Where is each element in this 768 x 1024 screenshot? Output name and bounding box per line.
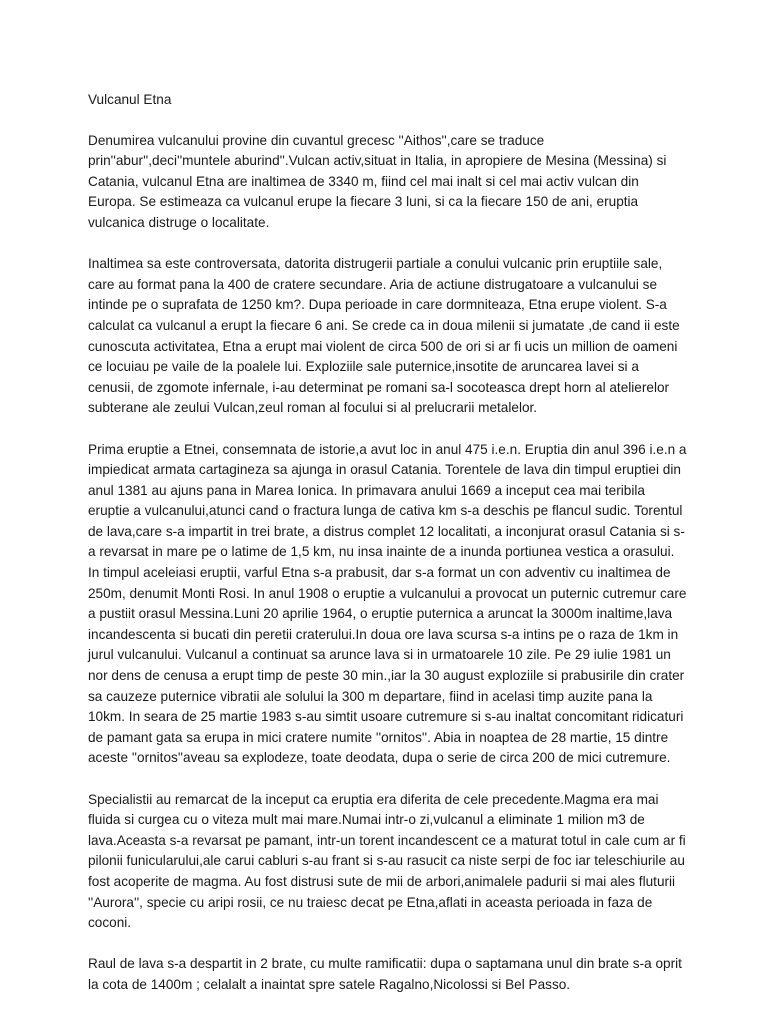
paragraph-height-history: Inaltimea sa este controversata, datorita distrugerii partiale a conului vulcanic prin eruptiile sale, care au format pana la 400 de cratere secundare. Aria de actiune distrugatoare a vulcanului se intinde pe o suprafata de 1250 km?. Dupa perioade in care dormniteaza, Etna erupe violent. S-a calculat ca vulcanul a erupt la fiecare 6 ani. Se crede ca in doua milenii si jumatate ,de cand ii este cunoscuta activitatea, Etna a erupt mai violent de circa 500 de ori si ar fi ucis un million de oameni ce locuiau pe vaile de la poalele lui. Exploziile sale puternice,insotite de aruncarea lavei si a cenusii, de zgomote infernale, i-au determinat pe romani sa-l socoteasca drept horn al atelierelor subterane ale zeului Vulcan,zeul roman al focului si al prelucrarii metalelor. <box>88 256 680 416</box>
paragraph-lava-river: Raul de lava s-a despartit in 2 brate, cu multe ramificatii: dupa o saptamana unul din brate s-a oprit la cota de 1400m ; celalalt a inaintat spre satele Ragalno,Nicolossi si Bel Passo. <box>88 956 682 992</box>
paragraph-eruptions: Prima eruptie a Etnei, consemnata de istorie,a avut loc in anul 475 i.e.n. Eruptia din anul 396 i.e.n a impiedicat armata cartagineza sa ajunga in orasul Catania. Torentele de lava din timpul eruptiei din anul 1381 au ajuns pana in Marea Ionica. In primavara anului 1669 a inceput cea mai teribila eruptie a vulcanului,atunci cand o fractura lunga de cativa km s-a deschis pe flancul sudic. Torentul de lava,care s-a impartit in trei brate, a distrus complet 12 localitati, a inconjurat orasul Catania si s-a revarsat in mare pe o latime de 1,5 km, nu insa inainte de a inunda portiunea vestica a orasului. In timpul aceleiasi eruptii, varful Etna s-a prabusit, dar s-a format un con adventiv cu inaltimea de 250m, denumit Monti Rosi. In anul 1908 o eruptie a vulcanului a provocat un puternic cutremur care a pustiit orasul Messina.Luni 20 aprilie 1964, o eruptie puternica a aruncat la 3000m inaltime,lava incandescenta si bucati din peretii craterului.In doua ore lava scursa s-a intins pe o raza de 1km in jurul vulcanului. Vulcanul a continuat sa arunce lava si in urmatoarele 10 zile. Pe 29 iulie 1981 un nor dens de cenusa a erupt timp de peste 30 min.,iar la 30 august exploziile si prabusirile din crater sa cauzeze puternice vibratii ale solului la 300 m departare, fiind in acelasi timp auzite pana la 10km. In seara de 25 martie 1983 s-au simtit usoare cutremure si s-au inaltat concomitant ridicaturi de pamant gata sa erupa in mici cratere numite ''ornitos''. Abia in noaptea de 28 martie, 15 dintre aceste ''ornitos''aveau sa explodeze, toate deodata, dupa o serie de circa 200 de mici cutremure. <box>88 441 687 766</box>
document-title: Vulcanul Etna <box>88 92 172 107</box>
document-body <box>88 90 688 1016</box>
paragraph-specialists: Specialistii au remarcat de la inceput ca eruptia era diferita de cele precedente.Magma era mai fluida si curgea cu o viteza mult mai mare.Numai intr-o zi,vulcanul a eliminate 1 milion m3 de lava.Aceasta s-a revarsat pe pamant, intr-un torent incandescent ce a maturat totul in cale cum ar fi pilonii funicularului,ale carui cabluri s-au frant si s-au rasucit ca niste serpi de foc iar teleschiurile au fost acoperite de magma. Au fost distrusi sute de mii de arbori,animalele padurii si mai ales fluturii ''Aurora'', specie cu aripi rosii, ce nu traiesc decat pe Etna,aflati in aceasta perioada in faza de coconi. <box>88 791 686 931</box>
paragraph-name-origin: Denumirea vulcanului provine din cuvantul grecesc ''Aithos'',care se traduce prin''abur'',deci''muntele aburind''.Vulcan activ,situat in Italia, in apropiere de Mesina (Messina) si Catania, vulcanul Etna are inaltimea de 3340 m, fiind cel mai inalt si cel mai activ vulcan din Europa. Se estimeaza ca vulcanul erupe la fiecare 3 luni, si ca la fiecare 150 de ani, eruptia vulcanica distruge o localitate. <box>88 132 667 230</box>
